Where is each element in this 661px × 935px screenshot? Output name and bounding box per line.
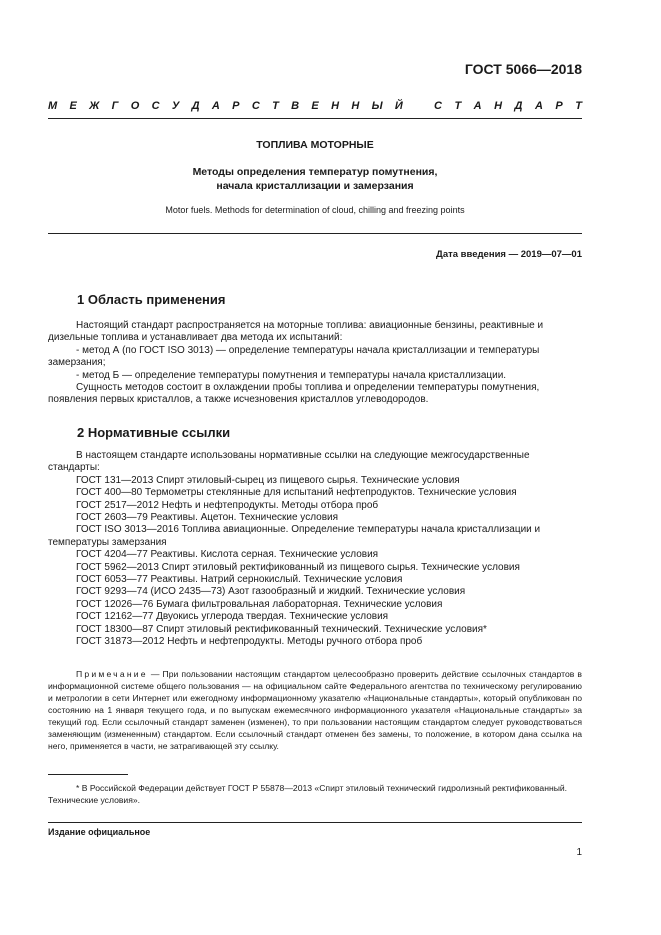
section-2-body — [48, 450, 582, 649]
banner-letter: Д — [191, 100, 200, 112]
note-label: Примечание — [76, 669, 148, 679]
banner-letter: Е — [69, 100, 77, 112]
banner-letter: У — [171, 100, 180, 112]
reference-item: ГОСТ 2603—79 Реактивы. Ацетон. Технические условия — [76, 512, 339, 524]
section-1-body — [48, 320, 582, 407]
banner-letter: Р — [555, 100, 563, 112]
paragraph: Сущность методов состоит в охлаждении пробы топлива и определении температуры помутнения, появления первых кристаллов, а также исчезновения кристаллов углеводородов. — [48, 382, 540, 406]
reference-item: ГОСТ 31873—2012 Нефть и нефтепродукты. Методы ручного отбора проб — [76, 636, 423, 648]
banner-letter: М — [48, 100, 58, 112]
document-number: ГОСТ 5066—2018 — [464, 61, 582, 77]
footnote — [48, 782, 582, 806]
banner-letter: Р — [232, 100, 240, 112]
title-divider — [48, 233, 582, 234]
document-subtitle — [48, 165, 582, 193]
page-number: 1 — [576, 847, 582, 858]
document-title: ТОПЛИВА МОТОРНЫЕ — [256, 139, 374, 151]
banner-letter: Ы — [371, 100, 383, 112]
banner-letter: Н — [331, 100, 340, 112]
paragraph: В настоящем стандарте использованы нормативные ссылки на следующие межгосударственные стандарты: — [48, 450, 530, 474]
introduction-date: Дата введения — 2019—07—01 — [436, 249, 582, 260]
reference-item: ГОСТ 5962—2013 Спирт этиловый ректификованный из пищевого сырья. Технические условия — [76, 561, 520, 573]
banner-letter: А — [211, 100, 220, 112]
banner-letter: Й — [394, 100, 403, 112]
banner-letter: Н — [494, 100, 503, 112]
banner-letter: С — [151, 100, 160, 112]
banner-letter: Г — [111, 100, 119, 112]
reference-item: ГОСТ 9293—74 (ИСО 2435—73) Азот газообразный и жидкий. Технические условия — [76, 586, 466, 598]
reference-item: ГОСТ 400—80 Термометры стеклянные для испытаний нефтепродуктов. Технические условия — [76, 487, 517, 499]
banner-letter: В — [291, 100, 300, 112]
footer-divider — [48, 822, 582, 823]
english-title: Motor fuels. Methods for determination of cloud, chilling and freezing points — [165, 205, 465, 215]
standard-type-word-standard — [434, 100, 582, 112]
reference-item: ГОСТ 12026—76 Бумага фильтровальная лабораторная. Технические условия — [76, 598, 443, 610]
reference-item: ГОСТ 18300—87 Спирт этиловый ректификованный технический. Технические условия* — [76, 623, 487, 635]
reference-item: ГОСТ 4204—77 Реактивы. Кислота серная. Технические условия — [76, 549, 379, 561]
standard-type-banner — [48, 100, 582, 112]
banner-letter: А — [473, 100, 482, 112]
reference-item: ГОСТ 6053—77 Реактивы. Натрий сернокислый. Технические условия — [76, 574, 403, 586]
note-paragraph — [48, 668, 582, 752]
section-2-heading: 2 Нормативные ссылки — [77, 425, 231, 440]
reference-item: ГОСТ 131—2013 Спирт этиловый-сырец из пищевого сырья. Технические условия — [76, 474, 460, 486]
subtitle-line: начала кристаллизации и замерзания — [216, 180, 414, 192]
reference-item: ГОСТ ISO 3013—2016 Топлива авиационные. Определение температуры начала кристаллизации и температуры замерзания — [48, 524, 541, 548]
banner-letter: Т — [272, 100, 279, 112]
banner-letter: О — [130, 100, 140, 112]
subtitle-line: Методы определения температур помутнения, — [192, 166, 438, 178]
banner-letter: Т — [575, 100, 582, 112]
paragraph: - метод А (по ГОСТ ISO 3013) — определение температуры начала кристаллизации и температуры замерзания; — [48, 344, 540, 369]
banner-letter: С — [434, 100, 442, 112]
banner-letter: А — [534, 100, 543, 112]
standard-type-word-interstate — [48, 100, 403, 112]
banner-letter: Е — [311, 100, 319, 112]
note-text: — При пользовании настоящим стандартом целесообразно проверить действие ссылочных стандартов в информационной системе общего пользования — на официальном сайте Федерального агентства по техническому регулированию и метрологии в сети Интернет или ежегодному информационному указателю «Национальные стандарты», который опубликован по состоянию на 1 января текущего года, и по выпускам ежемесячного информационного указателя «Национальные стандарты» за текущий год. Если ссылочный стандарт заменен (изменен), то при пользовании настоящим стандартом следует руководствоваться заменяющим (измененным) стандартом. Если ссылочный стандарт отменен без замены, то положение, в котором дана ссылка на него, применяется в части, не затрагивающей эту ссылку. — [48, 669, 582, 751]
section-1-heading: 1 Область применения — [77, 292, 226, 307]
reference-item: ГОСТ 2517—2012 Нефть и нефтепродукты. Методы отбора проб — [76, 499, 379, 511]
banner-letter: Ж — [89, 100, 100, 112]
paragraph: - метод Б — определение температуры помутнения и температуры начала кристаллизации. — [76, 369, 507, 381]
footnote-text: * В Российской Федерации действует ГОСТ Р 55878—2013 «Спирт этиловый технический гидролизный ректификованный. Технические условия». — [48, 783, 568, 805]
header-divider — [48, 118, 582, 119]
banner-letter: Т — [454, 100, 462, 112]
note-block — [48, 668, 582, 752]
footnote-divider — [48, 774, 128, 775]
reference-item: ГОСТ 12162—77 Двуокись углерода твердая. Технические условия — [76, 611, 389, 623]
banner-letter: С — [251, 100, 260, 112]
edition-label: Издание официальное — [48, 827, 151, 837]
banner-letter: Д — [514, 100, 523, 112]
banner-letter: Н — [351, 100, 360, 112]
paragraph: Настоящий стандарт распространяется на моторные топлива: авиационные бензины, реактивные и дизельные топлива и устанавливает два метода их испытаний: — [48, 320, 544, 344]
